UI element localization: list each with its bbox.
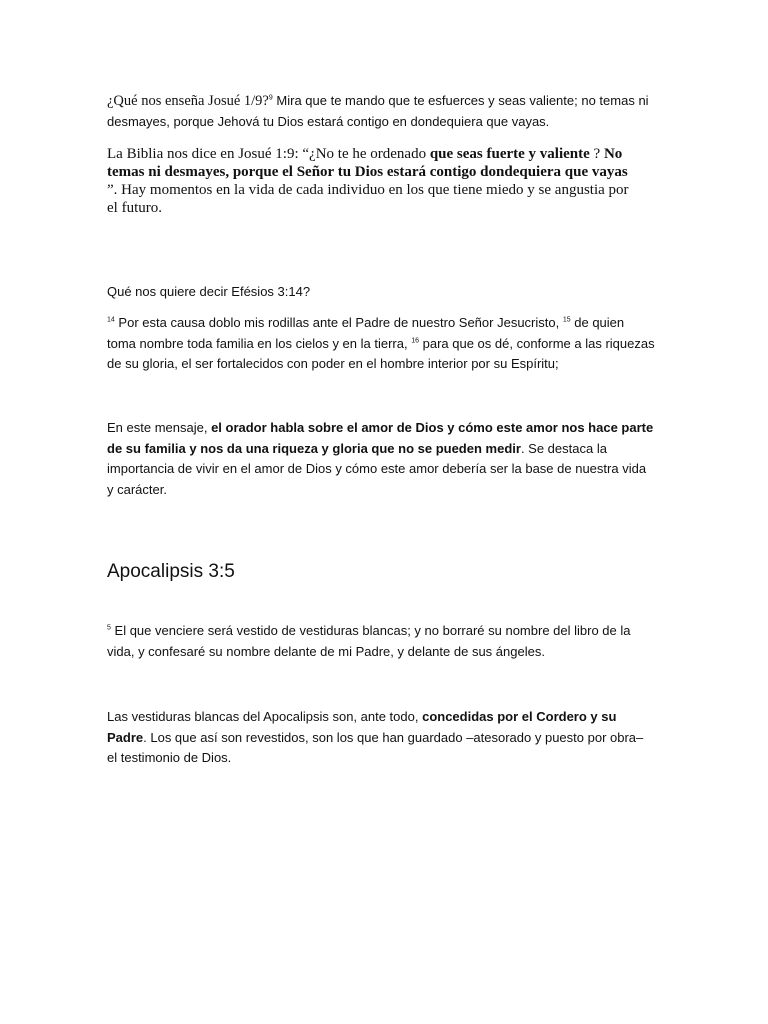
verse-number: 9 [268,94,273,102]
efesios-verses [107,313,655,375]
biblia-bold-1: que seas fuerte y valiente [429,146,590,162]
vestiduras-text-1: Las vestiduras blancas del Apocalipsis son, ante todo, [107,709,423,724]
mensaje-text-1: En este mensaje, [107,420,212,435]
mensaje-text-2: . Se destaca la importancia de vivir en el amor de Dios y cómo este amor debería ser la base de nuestra vida y carácter. [107,440,647,497]
biblia-text-2: ? [589,146,604,162]
biblia-text-1: La Biblia nos dice en Josué 1:9: “¿No te he ordenado [107,146,430,162]
verse-16-text: para que os dé, conforme a las riquezas de su gloria, el ser fortalecidos con poder en el hombre interior por su Espíritu; [107,335,655,371]
biblia-text-3: ”. Hay momentos en la vida de cada individuo en los que tiene miedo y se angustia por el futuro. [107,182,629,216]
vestiduras-bold: concedidas por el Cordero y su Padre [107,709,617,745]
verse-number-16: 16 [411,337,419,345]
josue-question-paragraph [107,91,655,132]
apocalipsis-verse [107,621,655,662]
biblia-bold-2: No temas ni desmayes, porque el Señor tu Dios estará contigo dondequiera que vayas [107,146,628,180]
mensaje-bold: el orador habla sobre el amor de Dios y cómo este amor nos hace parte de su familia y nos da una riqueza y gloria que no se pueden medir [107,420,654,456]
josue-verse-text: Mira que te mando que te esfuerces y seas valiente; no temas ni desmayes, porque Jehová tu Dios estará contigo en dondequiera que vayas. [107,93,649,129]
apocalipsis-heading: Apocalipsis 3:5 [107,561,235,582]
efesios-question: Qué nos quiere decir Efésios 3:14? [107,284,311,299]
verse-number-5: 5 [107,624,111,632]
vestiduras-paragraph [107,707,655,769]
verse-number-15: 15 [562,316,571,324]
josue-question: ¿Qué nos enseña Josué 1/9? [107,93,269,109]
verse-14-text: Por esta causa doblo mis rodillas ante el Padre de nuestro Señor Jesucristo, [118,315,563,330]
apocalipsis-verse-text: El que venciere será vestido de vestiduras blancas; y no borraré su nombre del libro de la vida, y confesaré su nombre delante de mi Padre, y delante de sus ángeles. [107,623,631,659]
verse-15-text: de quien toma nombre toda familia en los cielos y en la tierra, [107,315,625,351]
biblia-paragraph [107,145,637,217]
mensaje-paragraph [107,418,655,500]
verse-number-14: 14 [107,316,115,324]
vestiduras-text-2: . Los que así son revestidos, son los que han guardado –atesorado y puesto por obra– el testimonio de Dios. [107,729,644,765]
